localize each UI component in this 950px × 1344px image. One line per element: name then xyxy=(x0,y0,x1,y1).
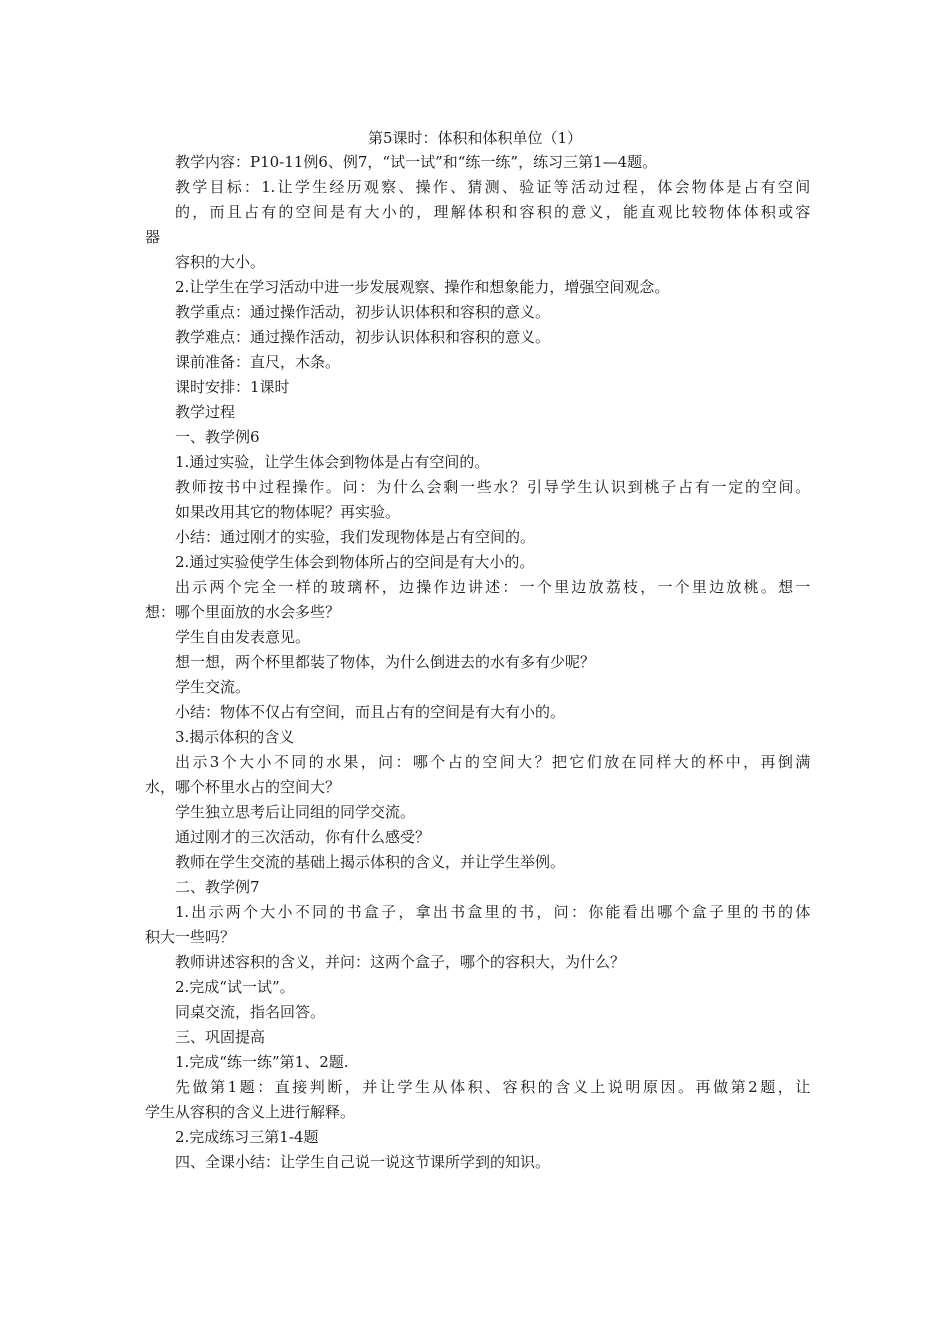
paragraph: 同桌交流，指名回答。 xyxy=(175,1003,326,1021)
paragraph: 2.完成练习三第1-4题 xyxy=(175,1128,319,1146)
lesson-body xyxy=(145,150,810,1175)
section-heading-example-7: 二、教学例7 xyxy=(175,878,260,896)
schedule: 课时安排：1课时 xyxy=(175,378,290,396)
paragraph: 如果改用其它的物体呢？再实验。 xyxy=(175,503,401,521)
paragraph: 1.通过实验，让学生体会到物体是占有空间的。 xyxy=(175,453,490,471)
section-heading-consolidation: 三、巩固提高 xyxy=(175,1028,266,1046)
paragraph: 积大一些吗？ xyxy=(145,928,236,946)
paragraph: 想一想，两个杯里都装了物体，为什么倒进去的水有多有少呢？ xyxy=(175,653,596,671)
paragraph: 出示两个完全一样的玻璃杯，边操作边讲述：一个里边放荔枝，一个里边放桃。想一 xyxy=(175,578,810,596)
paragraph: 学生自由发表意见。 xyxy=(175,628,311,646)
paragraph: 想：哪个里面放的水会多些？ xyxy=(145,603,341,621)
paragraph: 2.通过实验使学生体会到物体所占的空间是有大小的。 xyxy=(175,553,535,571)
paragraph: 学生独立思考后让同组的同学交流。 xyxy=(175,803,416,821)
teaching-objective-line-4: 容积的大小。 xyxy=(175,253,266,271)
paragraph: 3.揭示体积的含义 xyxy=(175,728,295,746)
teaching-objective-line-2: 的，而且占有的空间是有大小的，理解体积和容积的意义，能直观比较物体体积或容 xyxy=(175,203,810,221)
paragraph: 出示3个大小不同的水果，问：哪个占的空间大？把它们放在同样大的杯中，再倒满 xyxy=(175,753,810,771)
teaching-objective-2: 2.让学生在学习活动中进一步发展观察、操作和想象能力，增强空间观念。 xyxy=(175,278,670,296)
paragraph: 水，哪个杯里水占的空间大？ xyxy=(145,778,341,796)
paragraph: 2.完成“试一试”。 xyxy=(175,978,295,996)
paragraph: 教师在学生交流的基础上揭示体积的含义，并让学生举例。 xyxy=(175,853,566,871)
paragraph: 学生交流。 xyxy=(175,678,251,696)
paragraph: 小结：通过刚才的实验，我们发现物体是占有空间的。 xyxy=(175,528,536,546)
teaching-content: 教学内容：P10-11例6、例7，“试一试”和“练一练”，练习三第1—4题。 xyxy=(175,153,658,171)
paragraph: 学生从容积的含义上进行解释。 xyxy=(145,1103,356,1121)
section-heading-summary: 四、全课小结：让学生自己说一说这节课所学到的知识。 xyxy=(175,1153,551,1171)
section-heading-process: 教学过程 xyxy=(175,403,236,421)
lesson-title: 第5课时：体积和体积单位（1） xyxy=(367,129,583,147)
teaching-difficulty: 教学难点：通过操作活动，初步认识体积和容积的意义。 xyxy=(175,328,551,346)
paragraph: 通过刚才的三次活动，你有什么感受？ xyxy=(175,828,431,846)
paragraph: 1.出示两个大小不同的书盒子，拿出书盒里的书，问：你能看出哪个盒子里的书的体 xyxy=(175,903,810,921)
paragraph: 小结：物体不仅占有空间，而且占有的空间是有大有小的。 xyxy=(175,703,566,721)
paragraph: 教师讲述容积的含义，并问：这两个盒子，哪个的容积大，为什么？ xyxy=(175,953,626,971)
paragraph: 先做第1题：直接判断，并让学生从体积、容积的含义上说明原因。再做第2题，让 xyxy=(175,1078,810,1096)
preparation: 课前准备：直尺，木条。 xyxy=(175,353,341,371)
paragraph: 教师按书中过程操作。问：为什么会剩一些水？引导学生认识到桃子占有一定的空间。 xyxy=(175,478,810,496)
teaching-objective-line-1: 教学目标：1.让学生经历观察、操作、猜测、验证等活动过程，体会物体是占有空间 xyxy=(175,178,810,196)
paragraph: 1.完成“练一练”第1、2题. xyxy=(175,1053,349,1071)
section-heading-example-6: 一、教学例6 xyxy=(175,428,260,446)
teaching-objective-line-3: 器 xyxy=(145,228,161,246)
teaching-key-point: 教学重点：通过操作活动，初步认识体积和容积的意义。 xyxy=(175,303,551,321)
